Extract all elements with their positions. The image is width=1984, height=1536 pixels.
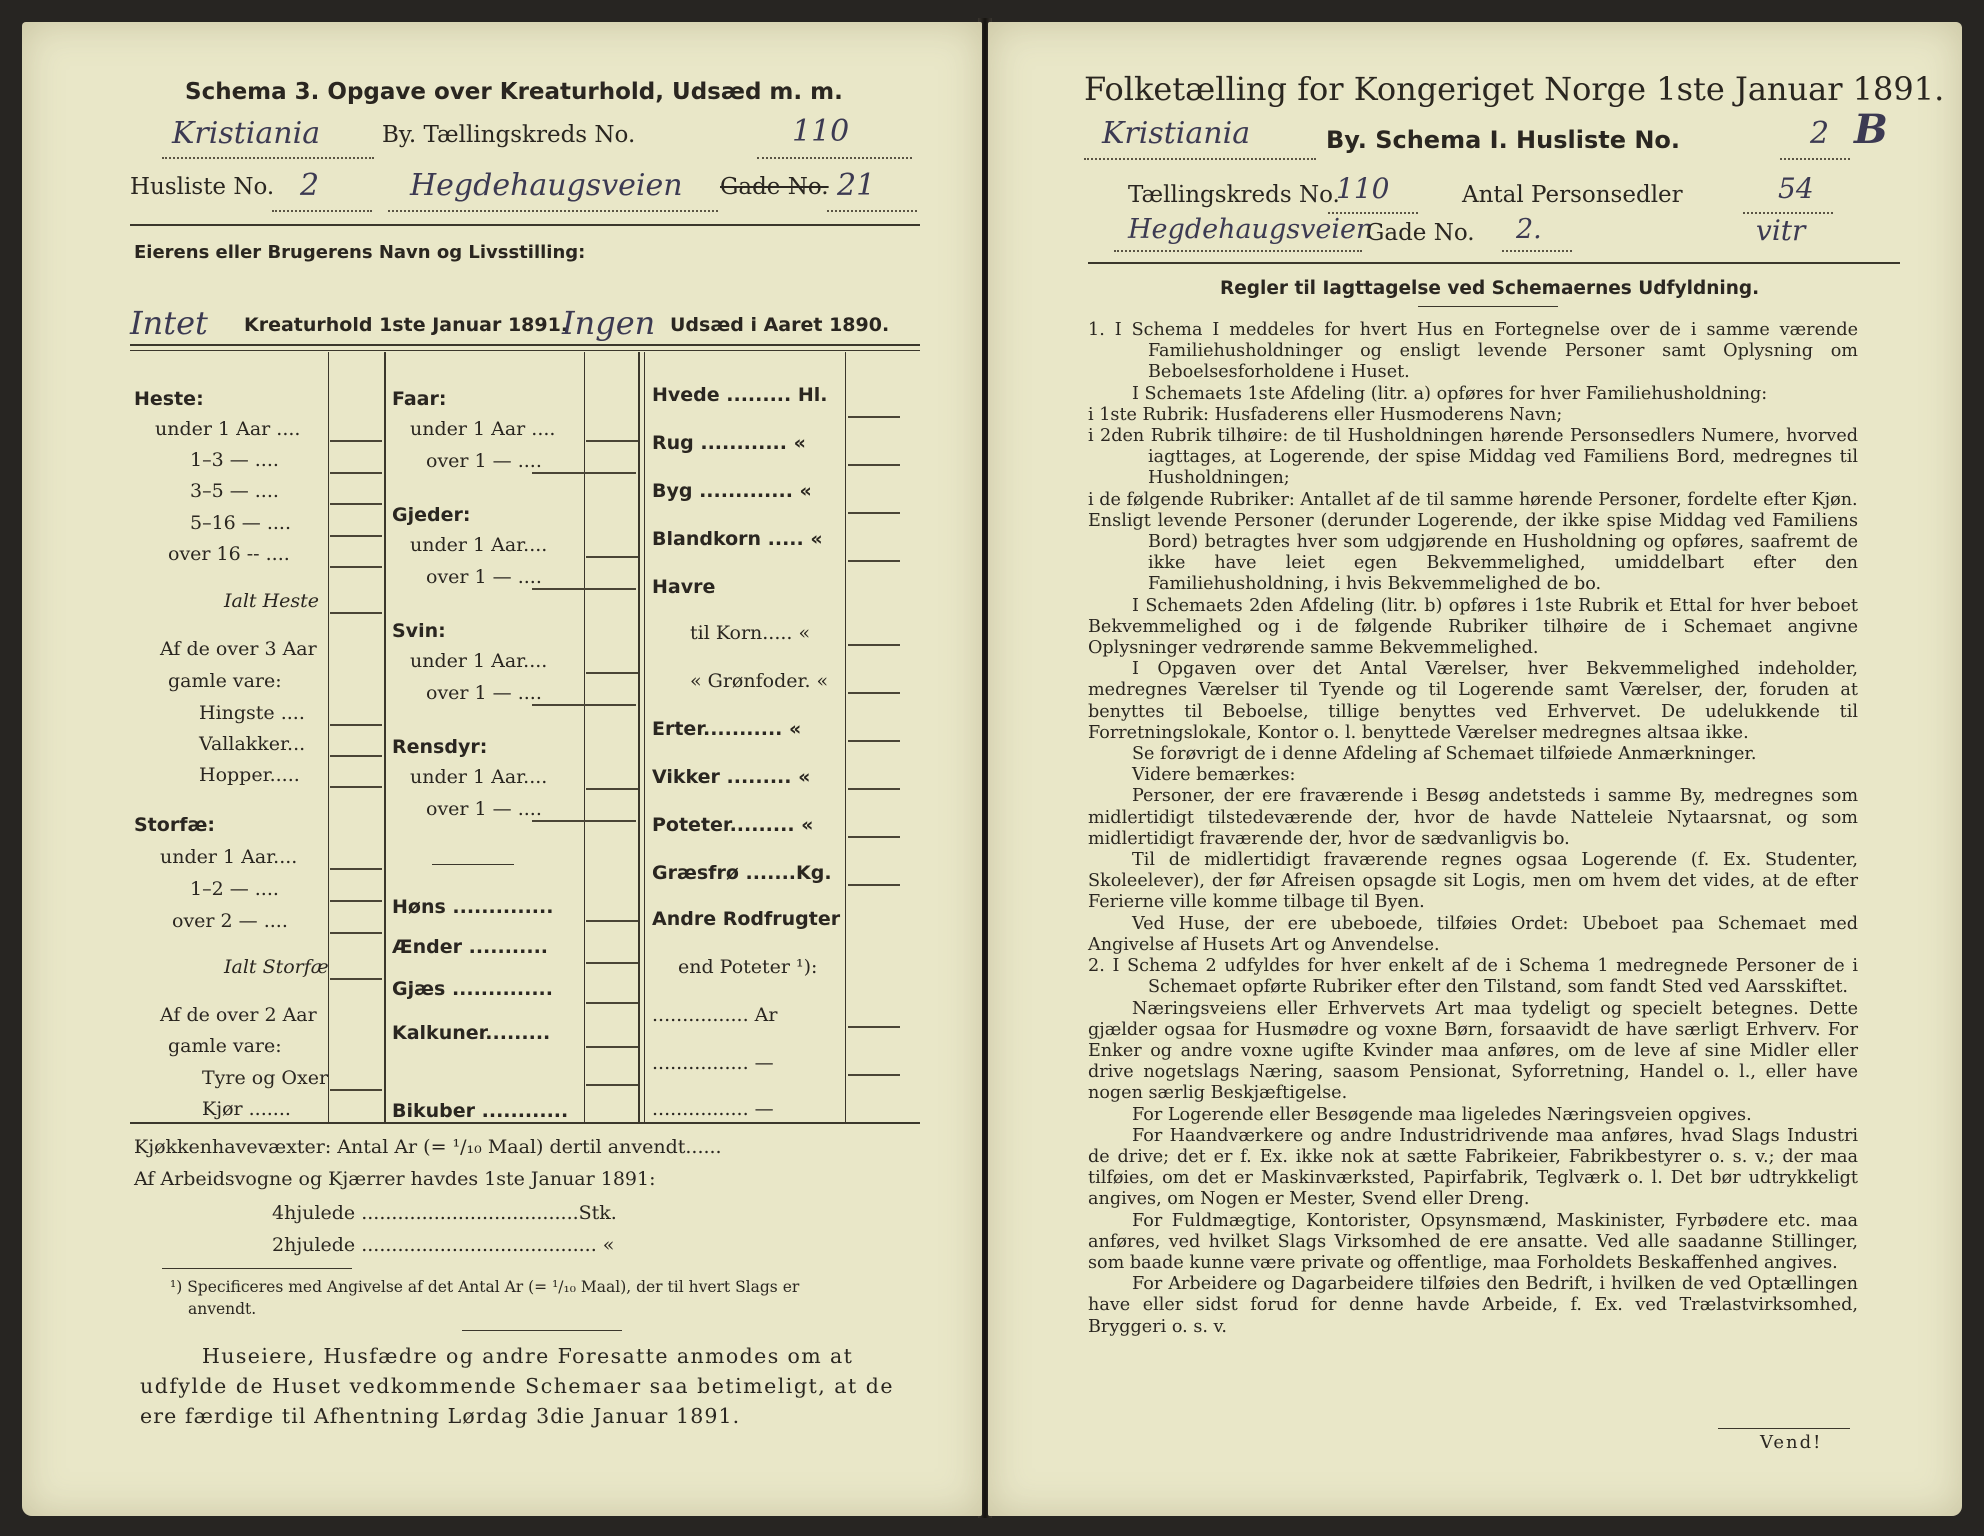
gamle-vare-2: gamle vare: (168, 1035, 282, 1057)
havre-gronfoder: « Grønfoder. « (690, 670, 829, 692)
rodfrugt-line-2: ................ — (652, 1052, 774, 1074)
left-page-schema-3 (22, 22, 982, 1516)
faar-over-1: over 1 — .... (426, 450, 542, 472)
rodfrugt-ar-line: ................ Ar (652, 1004, 778, 1026)
heste-3-5: 3–5 — .... (190, 480, 279, 502)
right-title: Folketælling for Kongeriget Norge 1ste Januar 1891. (1084, 70, 1945, 108)
right-kreds-label: Tællingskreds No. (1128, 182, 1340, 208)
right-gade-label: Gade No. (1366, 220, 1475, 246)
ialt-heste: Ialt Heste (224, 590, 320, 612)
erter: Erter........... « (652, 718, 802, 740)
faar-label: Faar: (392, 388, 447, 410)
havre: Havre (652, 576, 716, 598)
by-handwritten: Kristiania (172, 116, 321, 151)
rule-haandvaerkere: For Haandværkere og andre Industridrivende maa anføres, hvad Slags Industri de drive; det er f. Ex. ikke nok at sætte Fabrikeier, Fabrikbestyrer o. s. v.; der maa tilføies, om det er Maskinværksted, Papirfabrik, Teglværk o. l. Det bør udtrykkeligt angives, om Nogen er Mester, Svend eller Dreng. (1088, 1125, 1858, 1210)
kjokkenhavevaxter: Kjøkkenhavevæxter: Antal Ar (= ¹/₁₀ Maal) dertil anvendt...... (134, 1136, 722, 1158)
ingen-handwritten: Ingen (562, 304, 656, 342)
vallakker: Vallakker... (199, 733, 306, 755)
rule-vaerelser: I Opgaven over det Antal Værelser, hver Bekvemmelighed indeholder, medregnes Værelser til Tyende og til Logerende samt Værelser, der, foruden at benyttes til Beboelse, tillige benyttes ved Erhvervet. De udelukkende til Forretningslokale, Kontor o. l. benyttede Værelser medregnes altsaa ikke. (1088, 659, 1858, 743)
kjor: Kjør ....... (202, 1098, 291, 1120)
tyre-og-oxer: Tyre og Oxer (202, 1067, 329, 1089)
rule-personer: Personer, der ere fraværende i Besøg andetsteds i samme By, medregnes som midlertidigt tilstedeværende der, hvor de havde Natteleie Nytaarsnat, og som midlertidigt fraværende der, hvor de sædvanligvis bo. (1088, 786, 1858, 849)
by-label: By. Tællingskreds No. (382, 122, 636, 148)
right-by-schema: By. Schema I. Husliste No. (1326, 126, 1681, 154)
udsaed-heading: Udsæd i Aaret 1890. (670, 314, 890, 336)
to-hjulede: 2hjulede ....................................... « (272, 1234, 615, 1256)
fire-hjulede: 4hjulede ....................................Stk. (272, 1202, 617, 1224)
rule-se-forovrigt: Se forøvrigt de i denne Afdeling af Schemaet tilføiede Anmærkninger. (1132, 744, 1757, 765)
andre-rodfrugter: Andre Rodfrugter (652, 908, 841, 930)
gade-handwritten: 21 (837, 168, 876, 203)
street-handwritten: Hegdehaugsveien (410, 168, 683, 203)
rule-ubeboede: Ved Huse, der ere ubeboede, tilføies Ordet: Ubeboet paa Schemaet med Angivelse af Husets Art og Anvendelse. (1088, 913, 1858, 955)
vend-label: Vend! (1760, 1432, 1823, 1453)
hvede: Hvede ......... Hl. (652, 384, 828, 406)
ialt-storfae: Ialt Storfæ (224, 956, 329, 978)
svin-label: Svin: (392, 620, 446, 642)
rule-1: 1. I Schema I meddeles for hvert Hus en Fortegnelse over de i samme værende Familiehusholdninger og ensligt levende Personer samt Oplysning om Beboelsesforholdene i Huset. (1088, 320, 1858, 383)
arbeidsvogne: Af Arbeidsvogne og Kjærrer havdes 1ste Januar 1891: (134, 1168, 656, 1190)
notice-line-1: Huseiere, Husfædre og andre Foresatte anmodes om at (202, 1344, 854, 1368)
rule-1-rubrik-1: i 1ste Rubrik: Husfaderens eller Husmoderens Navn; (1088, 404, 1563, 425)
gamle-vare-1: gamle vare: (168, 670, 282, 692)
heste-label: Heste: (134, 388, 204, 410)
left-title: Schema 3. Opgave over Kreaturhold, Udsæd m. m. (185, 79, 843, 105)
byg: Byg ............. « (652, 480, 812, 502)
end-poteter: end Poteter ¹): (678, 956, 818, 978)
husliste-handwritten: 2 (300, 168, 320, 203)
gade-label: Gade No. (720, 174, 829, 200)
right-gade-handwritten: 2. (1516, 214, 1542, 245)
hopper: Hopper..... (199, 764, 300, 786)
right-mark-handwritten: B (1854, 106, 1888, 153)
kalkuner: Kalkuner......... (392, 1022, 551, 1044)
right-by-handwritten: Kristiania (1102, 116, 1251, 151)
heste-1-3: 1–3 — .... (190, 449, 279, 471)
notice-line-2: udfylde de Huset vedkommende Schemaer saa betimeligt, at de (140, 1374, 894, 1398)
kreds-handwritten: 110 (792, 114, 850, 149)
intet-handwritten: Intet (130, 304, 208, 342)
rule-fuldmaegtige: For Fuldmægtige, Kontorister, Opsynsmænd, Maskinister, Fyrbødere etc. maa anføres, ved hvilket Slags Virksomhed de ere ansatte. Ved alle saadanne Stillinger, som baade kunne være private og offentlige, maa Forholdets Beskaffenhed angives. (1088, 1210, 1858, 1273)
aender: Ænder ........... (392, 936, 549, 958)
faar-under-1: under 1 Aar .... (410, 418, 556, 440)
rule-naeringsvei: Næringsveiens eller Erhvervets Art maa tydeligt og specielt betegnes. Dette gjælder ogsaa for Husmødre og voxne Børn, forsaavidt de have særligt Erhverv. For Enker og andre voxne ugifte Kvinder maa anføres, om de leve af sine Midler eller drive nogetslags Næring, saasom Pensionat, Syforretning, Handel o. l., eller have nogen særlig Beskjæftigelse. (1088, 998, 1858, 1104)
gjeder-label: Gjeder: (392, 504, 471, 526)
rules-text (1088, 320, 1858, 1338)
owner-label: Eierens eller Brugerens Navn og Livsstilling: (134, 242, 586, 263)
af-over-3-aar: Af de over 3 Aar (160, 638, 317, 660)
gjaes: Gjæs .............. (392, 978, 553, 1000)
rule-1-litr-a: I Schemaets 1ste Afdeling (litr. a) opføres for hver Familiehusholdning: (1132, 383, 1768, 404)
storfae-label: Storfæ: (134, 814, 215, 836)
right-antal-label: Antal Personsedler (1462, 182, 1683, 208)
poteter: Poteter......... « (652, 814, 814, 836)
husliste-label: Husliste No. (130, 174, 275, 200)
af-over-2-aar: Af de over 2 Aar (160, 1004, 317, 1026)
rule-1-rubrik-2: i 2den Rubrik tilhøire: de til Husholdningen hørende Personsedlers Numere, hvorved iagttages, at Logerende, der spise Middag ved Familiens Bord, medregnes til Husholdningen; (1088, 426, 1858, 489)
bikuber: Bikuber ............ (392, 1100, 569, 1122)
footnote-line-1: ¹) Specificeres med Angivelse af det Antal Ar (= ¹/₁₀ Maal), der til hvert Slags er (170, 1278, 800, 1296)
hingste: Hingste .... (199, 702, 305, 724)
kreaturhold-heading: Kreaturhold 1ste Januar 1891. (244, 314, 569, 336)
rensdyr-label: Rensdyr: (392, 736, 488, 758)
rodfrugt-line-3: ................ — (652, 1098, 774, 1120)
heste-under-1: under 1 Aar .... (155, 418, 301, 440)
svin-under-1: under 1 Aar.... (410, 650, 548, 672)
gjeder-over-1: over 1 — .... (426, 566, 542, 588)
graesfro: Græsfrø .......Kg. (652, 862, 832, 884)
right-husliste-handwritten: 2 (1810, 116, 1830, 151)
rug: Rug ............ « (652, 432, 806, 454)
rensdyr-over-1: over 1 — .... (426, 798, 542, 820)
hons: Høns .............. (392, 896, 554, 918)
rules-heading: Regler til Iagttagelse ved Schemaernes Udfyldning. (1220, 278, 1760, 299)
vikker: Vikker ......... « (652, 766, 811, 788)
rule-logerende: Til de midlertidigt fraværende regnes ogsaa Logerende (f. Ex. Studenter, Skoleelever), der før Afreisen opsagde sit Logis, men om hvem det vides, at de efter Ferierne ville komme tilbage til Byen. (1088, 850, 1858, 913)
rule-litr-b: I Schemaets 2den Afdeling (litr. b) opføres i 1ste Rubrik et Ettal for hver beboet Bekvemmelighed og i de følgende Rubriker tilhøire de i Schemaet angivne Oplysninger vedrørende samme Bekvemmelighed. (1088, 595, 1858, 659)
heste-5-16: 5–16 — .... (190, 512, 292, 534)
blandkorn: Blandkorn ..... « (652, 528, 823, 550)
footnote-line-2: anvendt. (188, 1300, 257, 1318)
right-note-handwritten: vitr (1756, 214, 1806, 247)
havre-til-korn: til Korn..... « (690, 622, 811, 644)
notice-line-3: ere færdige til Afhentning Lørdag 3die Januar 1891. (140, 1404, 741, 1428)
svin-over-1: over 1 — .... (426, 682, 542, 704)
rule-arbeidere: For Arbeidere og Dagarbeidere tilføies den Bedrift, i hvilken de ved Optællingen have eller sidst forud for denne havde Arbeide, f. Ex. ved Trælastvirksomhed, Bryggeri o. s. v. (1088, 1274, 1858, 1337)
heste-over-16: over 16 -- .... (168, 543, 290, 565)
storfae-over-2: over 2 — .... (172, 910, 288, 932)
storfae-1-2: 1–2 — .... (190, 878, 279, 900)
right-page-schema-1 (988, 22, 1962, 1516)
rule-videre: Videre bemærkes: (1132, 765, 1296, 786)
rule-2: 2. I Schema 2 udfyldes for hver enkelt af de i Schema 1 medregnede Personer de i Schemaet opførte Rubriker efter den Tilstand, som fandt Sted ved Aarsskiftet. (1088, 956, 1858, 998)
rule-enslig: Ensligt levende Personer (derunder Logerende, der ikke spise Middag ved Familiens Bord) betragtes hver som udgjørende en Husholdning og opføres, saafremt de ikke have leiet egen Bekvemmelighed, umiddelbart efter den Familiehusholdning, i hvis Bekvemmelighed de bo. (1088, 510, 1858, 595)
rensdyr-under-1: under 1 Aar.... (410, 766, 548, 788)
rule-1-rubriker: i de følgende Rubriker: Antallet af de til samme hørende Personer, fordelte efter Kjøn. (1088, 489, 1858, 510)
right-antal-handwritten: 54 (1778, 172, 1814, 205)
storfae-under-1: under 1 Aar.... (160, 846, 298, 868)
right-street-handwritten: Hegdehaugsveien (1128, 214, 1374, 245)
rule-besogende: For Logerende eller Besøgende maa ligeledes Næringsveien opgives. (1132, 1104, 1752, 1125)
gjeder-under-1: under 1 Aar.... (410, 534, 548, 556)
right-kreds-handwritten: 110 (1336, 172, 1390, 205)
